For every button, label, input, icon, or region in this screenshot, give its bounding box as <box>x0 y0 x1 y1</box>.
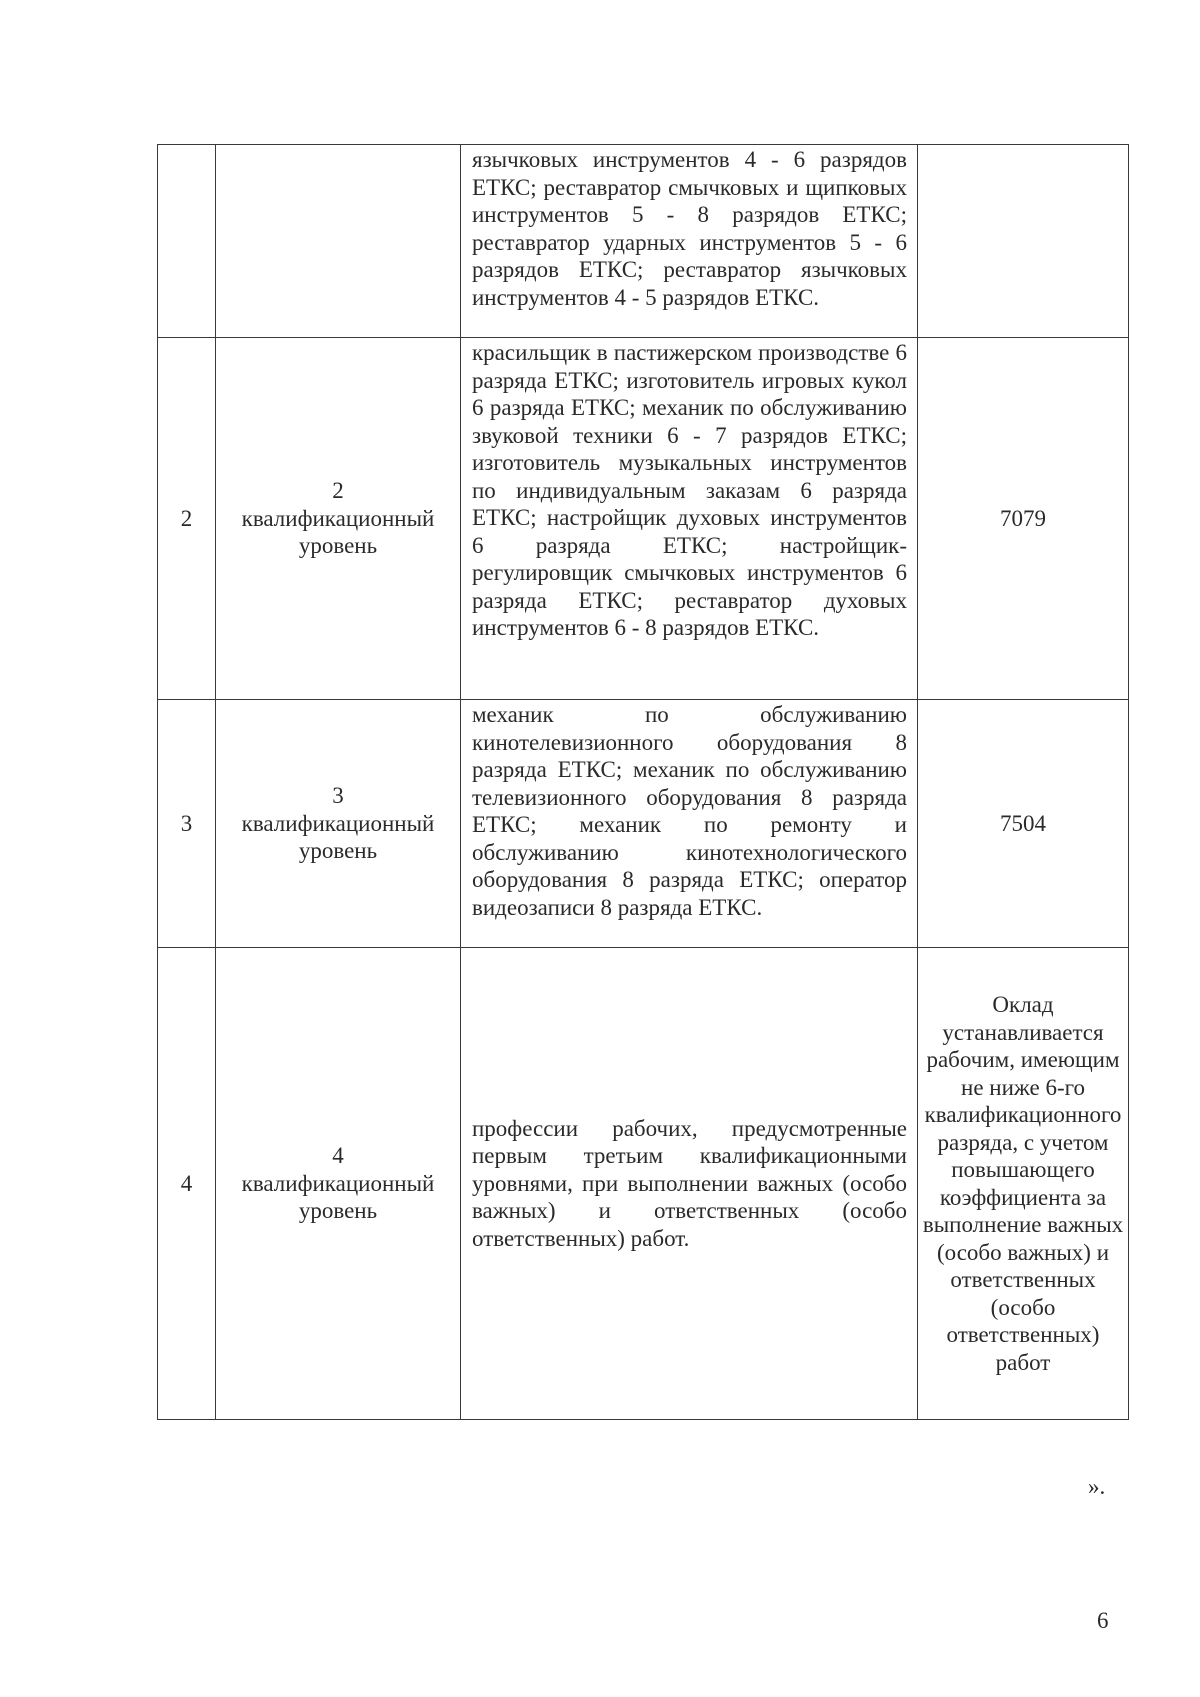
level-sub: уровень <box>298 838 378 864</box>
salary-cell <box>918 948 1129 1420</box>
salary-note: Оклад устанавливается рабочим, имеющим не ниже 6-го квалификационного разряда, с учетом повышающего коэффициента за выполнение важных (особо важных) и ответственных (особо ответственных) работ <box>922 992 1124 1375</box>
level-word: квалификационный <box>241 1170 435 1196</box>
table-row <box>158 948 1129 1420</box>
level-number: 2 <box>332 478 344 504</box>
professions-text: профессии рабочих, предусмотренные первым третьим квалификационными уровнями, при выполнении важных (особо важных) и ответственных (особо ответственных) работ. <box>472 1115 907 1251</box>
professions-cell <box>461 145 918 338</box>
qualification-table <box>157 144 1129 1420</box>
professions-cell <box>461 338 918 700</box>
professions-text: механик по обслуживанию кинотелевизионного оборудования 8 разряда ЕТКС; механик по обслуживанию телевизионного оборудования 8 разряда ЕТКС; механик по ремонту и обслуживанию кинотехнологического оборудования 8 разряда ЕТКС; оператор видеозаписи 8 разряда ЕТКС. <box>472 702 907 920</box>
page-number: 6 <box>1097 1608 1109 1633</box>
level-number: 4 <box>332 1143 344 1169</box>
closing-quote: ». <box>1088 1474 1106 1499</box>
level-cell <box>216 700 461 948</box>
row-number-cell: 3 <box>158 700 216 948</box>
professions-cell <box>461 948 918 1420</box>
level-word: квалификационный <box>241 810 435 836</box>
table-row <box>158 145 1129 338</box>
salary-cell <box>918 145 1129 338</box>
level-word: квалификационный <box>241 505 435 531</box>
level-number: 3 <box>332 783 344 809</box>
level-cell <box>216 145 461 338</box>
row-number-cell: 2 <box>158 338 216 700</box>
table-row <box>158 338 1129 700</box>
professions-text: красильщик в пастижерском производстве 6 разряда ЕТКС; изготовитель игровых кукол 6 разряда ЕТКС; механик по обслуживанию звуковой техники 6 - 7 разрядов ЕТКС; изготовитель музыкальных инструментов по индивидуальным заказам 6 разряда ЕТКС; настройщик духовых инструментов 6 разряда ЕТКС; настройщик-регулировщик смычковых инструментов 6 разряда ЕТКС; реставратор духовых инструментов 6 - 8 разрядов ЕТКС. <box>472 340 907 640</box>
row-number-cell <box>158 145 216 338</box>
professions-text: язычковых инструментов 4 - 6 разрядов ЕТКС; реставратор смычковых и щипковых инструментов 5 - 8 разрядов ЕТКС; реставратор ударных инструментов 5 - 6 разрядов ЕТКС; реставратор язычковых инструментов 4 - 5 разрядов ЕТКС. <box>472 147 907 310</box>
row-number-cell: 4 <box>158 948 216 1420</box>
table-row <box>158 700 1129 948</box>
level-sub: уровень <box>298 1198 378 1224</box>
salary-cell: 7504 <box>918 700 1129 948</box>
level-sub: уровень <box>298 533 378 559</box>
professions-cell <box>461 700 918 948</box>
level-cell <box>216 338 461 700</box>
salary-cell: 7079 <box>918 338 1129 700</box>
level-cell <box>216 948 461 1420</box>
